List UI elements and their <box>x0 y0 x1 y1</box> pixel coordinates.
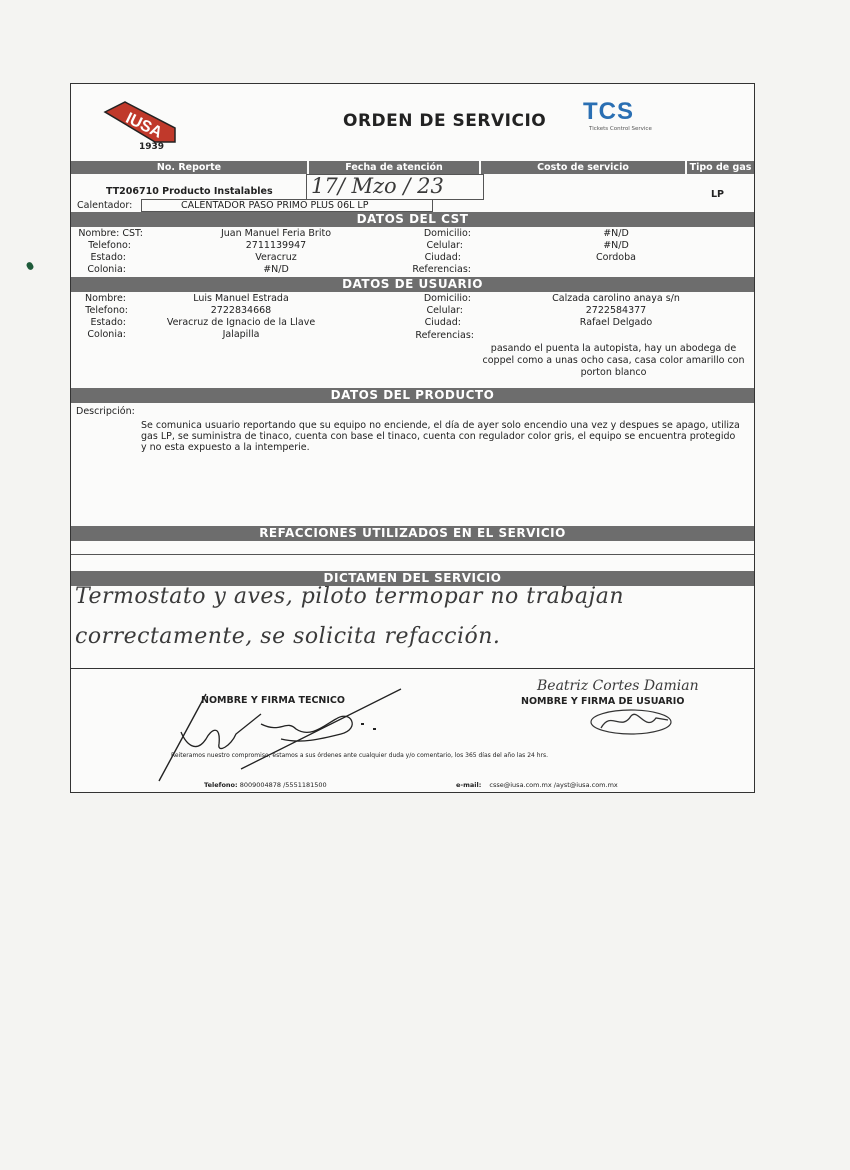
iusa-logo <box>99 94 179 154</box>
header-fecha: Fecha de atención <box>309 161 479 174</box>
dictamen-bottom-line <box>71 668 754 669</box>
iusa-year: 1939 <box>139 142 165 152</box>
footer-telefono <box>204 781 327 789</box>
calentador-label: Calentador: <box>77 200 133 211</box>
tcs-logo <box>583 98 673 148</box>
refacciones-band: REFACCIONES UTILIZADOS EN EL SERVICIO <box>71 526 754 541</box>
cst-ciudad: Cordoba <box>596 252 636 263</box>
footer-telefono-label: Telefono: <box>204 781 238 789</box>
usuario-colonia: Jalapilla <box>222 329 260 340</box>
ink-mark <box>25 261 34 271</box>
usuario-nombre-label: Nombre: <box>85 293 126 304</box>
header-no-reporte: No. Reporte <box>71 161 307 174</box>
cst-celular: #N/D <box>603 240 629 251</box>
cst-referencias-label: Referencias: <box>412 264 471 275</box>
usuario-band: DATOS DE USUARIO <box>71 277 754 292</box>
fecha-handwritten: 17/ Mzo / 23 <box>311 174 444 198</box>
iusa-logo-text: IUSA <box>122 109 165 142</box>
usuario-referencias-label: Referencias: <box>415 330 474 341</box>
descripcion-label: Descripción: <box>76 406 135 417</box>
usuario-referencias: pasando el puenta la autopista, hay un abodega de coppel como a unas ocho casa, casa color amarillo con porton blanco <box>482 343 745 378</box>
usuario-telefono-label: Telefono: <box>85 305 128 316</box>
usuario-domicilio-label: Domicilio: <box>423 293 471 304</box>
cst-colonia: #N/D <box>263 264 289 275</box>
footer-email-value: csse@iusa.com.mx /ayst@iusa.com.mx <box>489 781 618 789</box>
dictamen-band: DICTAMEN DEL SERVICIO <box>71 571 754 586</box>
cst-domicilio-label: Domicilio: <box>423 228 471 239</box>
cst-ciudad-label: Ciudad: <box>424 252 461 263</box>
page-title: ORDEN DE SERVICIO <box>343 111 547 131</box>
usuario-estado: Veracruz de Ignacio de la Llave <box>166 317 316 328</box>
footer-telefono-value: 8009004878 /5551181500 <box>239 781 327 789</box>
cst-nombre-label: Nombre: CST: <box>78 228 143 239</box>
usuario-estado-label: Estado: <box>90 317 126 328</box>
tipo-gas-value: LP <box>711 189 725 200</box>
cst-celular-label: Celular: <box>426 240 463 251</box>
calentador-value: CALENTADOR PASO PRIMO PLUS 06L LP <box>181 200 369 211</box>
usuario-telefono: 2722834668 <box>210 305 272 316</box>
producto-band: DATOS DEL PRODUCTO <box>71 388 754 403</box>
footer-email-label: e-mail: <box>456 781 482 789</box>
usuario-ciudad-label: Ciudad: <box>424 317 461 328</box>
usuario-name-handwritten: Beatriz Cortes Damian <box>537 678 699 694</box>
tcs-logo-text: TCS <box>583 98 634 125</box>
usuario-celular-label: Celular: <box>426 305 463 316</box>
usuario-colonia-label: Colonia: <box>87 329 126 340</box>
cst-band: DATOS DEL CST <box>71 212 754 227</box>
descripcion-text: Se comunica usuario reportando que su equipo no enciende, el día de ayer solo encendio una vez y despues se apago, utiliza gas LP, se suministra de tinaco, cuenta con base el tinaco, cuenta con regulador color gris, el equipo se encuentra protegido y no esta expuesto a la intemperie. <box>141 420 740 453</box>
header-tipo-gas: Tipo de gas <box>687 161 754 174</box>
dictamen-handwritten-line1: Termostato y aves, piloto termopar no trabajan <box>75 584 625 609</box>
usuario-nombre: Luis Manuel Estrada <box>193 293 289 304</box>
tcs-subtitle: Tickets Control Service <box>589 126 652 132</box>
cst-estado: Veracruz <box>255 252 297 263</box>
cst-domicilio: #N/D <box>603 228 629 239</box>
firma-tecnico-label: NOMBRE Y FIRMA TECNICO <box>201 695 345 706</box>
usuario-celular: 2722584377 <box>585 305 647 316</box>
usuario-signature <box>586 706 676 738</box>
header-costo: Costo de servicio <box>481 161 685 174</box>
reiteramos-text: Reiteramos nuestro compromiso, estamos a sus órdenes ante cualquier duda y/o comentario, los 365 días del año las 24 hrs. <box>171 752 549 759</box>
footer-email <box>456 781 618 789</box>
usuario-ciudad: Rafael Delgado <box>579 317 653 328</box>
cst-colonia-label: Colonia: <box>87 264 126 275</box>
dictamen-handwritten-line2: correctamente, se solicita refacción. <box>75 624 501 649</box>
cst-telefono-label: Telefono: <box>88 240 131 251</box>
report-number: TT206710 Producto Instalables <box>106 186 273 197</box>
firma-usuario-label: NOMBRE Y FIRMA DE USUARIO <box>521 696 685 707</box>
refacciones-line <box>71 554 754 555</box>
cst-estado-label: Estado: <box>90 252 126 263</box>
tecnico-signature <box>111 684 411 784</box>
service-order-form <box>70 83 755 793</box>
usuario-domicilio: Calzada carolino anaya s/n <box>552 293 680 304</box>
cst-nombre: Juan Manuel Feria Brito <box>220 228 332 239</box>
cst-telefono: 2711139947 <box>245 240 307 251</box>
